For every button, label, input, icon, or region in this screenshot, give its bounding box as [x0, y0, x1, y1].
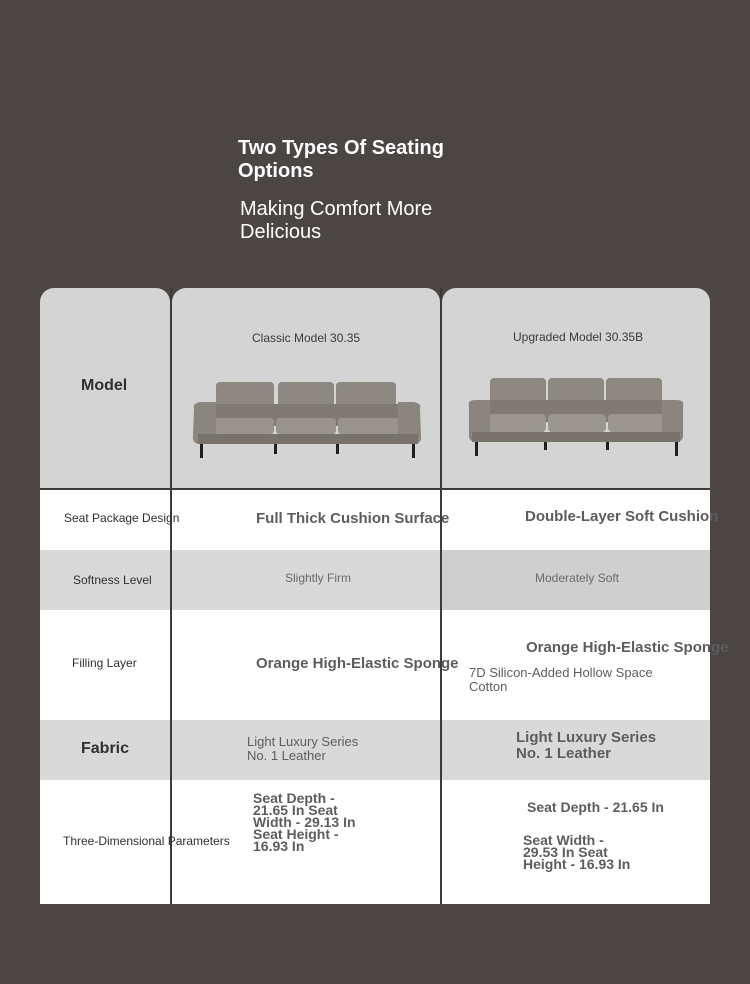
classic-filling: Orange High-Elastic Sponge — [256, 655, 459, 672]
classic-fabric: Light Luxury Series No. 1 Leather — [247, 734, 359, 763]
upgraded-seat-package: Double-Layer Soft Cushion — [525, 508, 719, 525]
upgraded-model-name: Upgraded Model 30.35B — [513, 330, 644, 344]
upgraded-filling-extra: 7D Silicon-Added Hollow Space Cotton — [469, 665, 653, 694]
classic-softness: Slightly Firm — [285, 571, 352, 585]
page-title: Two Types Of Seating Options — [238, 137, 444, 182]
row-label-filling: Filling Layer — [72, 656, 137, 670]
classic-seat-package: Full Thick Cushion Surface — [256, 510, 450, 527]
row-label-fabric: Fabric — [81, 740, 130, 757]
column-divider-left — [170, 288, 172, 904]
row-label-seat-package: Seat Package Design — [64, 511, 180, 525]
upgraded-dimensions: Seat Depth - 21.65 In — [527, 799, 664, 815]
classic-dimensions: Seat Depth - 21.65 In Seat Width - 29.13 In Seat Height - 16.93 In — [253, 790, 356, 854]
row-label-dimensions: Three-Dimensional Parameters — [63, 834, 230, 848]
model-label: Model — [81, 377, 128, 394]
upgraded-filling: Orange High-Elastic Sponge — [526, 639, 729, 656]
classic-model-name: Classic Model 30.35 — [252, 331, 361, 345]
column-divider-right — [440, 288, 442, 904]
page-subtitle: Making Comfort More Delicious — [240, 198, 433, 243]
upgraded-dimensions-extra: Seat Width - 29.53 In Seat Height - 16.93 In — [523, 832, 631, 872]
row-label-softness: Softness Level — [73, 573, 152, 587]
classic-sofa-image — [190, 378, 424, 460]
header-divider — [40, 488, 710, 490]
upgraded-sofa-image — [466, 374, 686, 458]
upgraded-fabric: Light Luxury Series No. 1 Leather — [516, 729, 657, 762]
upgraded-softness: Moderately Soft — [535, 571, 620, 585]
